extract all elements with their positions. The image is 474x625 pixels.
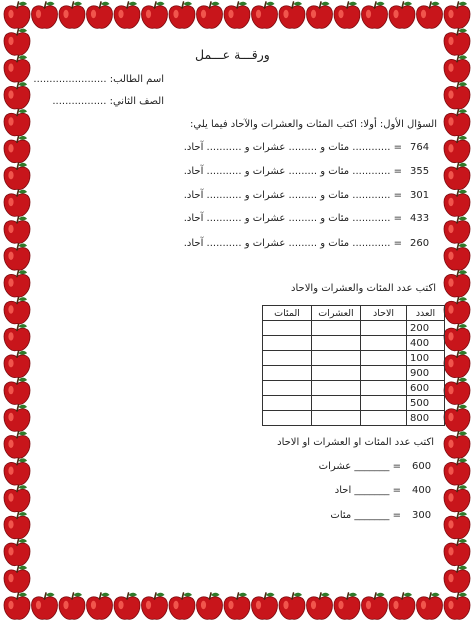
row-number: 900 — [407, 366, 445, 381]
apple-icon — [307, 593, 333, 620]
tens-cell[interactable] — [312, 366, 361, 381]
class-label: الصف الثاني: ................. — [52, 96, 164, 107]
apple-icon — [4, 593, 30, 620]
apple-icon — [444, 378, 470, 405]
apple-icon — [87, 593, 113, 620]
ones-cell[interactable] — [361, 366, 407, 381]
apple-icon — [4, 378, 30, 405]
table-row — [263, 336, 445, 351]
q3-item-text: = _______ عشرات — [318, 461, 401, 472]
q1-item-equation: = ............ مئات و ......... عشرات و ........... آحاد. — [183, 213, 402, 224]
hundreds-cell[interactable] — [263, 381, 312, 396]
q3-item-number: 300 — [412, 510, 432, 521]
tens-cell[interactable] — [312, 396, 361, 411]
hundreds-cell[interactable] — [263, 351, 312, 366]
apple-icon — [32, 593, 58, 620]
apple-icon — [444, 593, 470, 620]
apple-icon — [4, 512, 30, 539]
q1-item-equation: = ............ مئات و ......... عشرات و ........... آحاد. — [183, 190, 402, 201]
ones-cell[interactable] — [361, 411, 407, 426]
apple-icon — [114, 593, 140, 620]
ones-cell[interactable] — [361, 381, 407, 396]
apple-icon — [169, 593, 195, 620]
apple-icon — [4, 566, 30, 593]
header-number: العدد — [407, 306, 445, 321]
apple-icon — [444, 566, 470, 593]
apple-icon — [444, 243, 470, 270]
apple-icon — [142, 2, 168, 29]
apple-icon — [4, 539, 30, 566]
apple-icon — [4, 29, 30, 56]
hundreds-cell[interactable] — [263, 396, 312, 411]
table-row — [263, 381, 445, 396]
table-row — [263, 321, 445, 336]
apple-icon — [197, 593, 223, 620]
apple-icon — [4, 163, 30, 190]
apple-icon — [444, 82, 470, 109]
row-number: 800 — [407, 411, 445, 426]
hundreds-cell[interactable] — [263, 321, 312, 336]
apple-icon — [59, 2, 85, 29]
apple-icon — [4, 136, 30, 163]
apple-icon — [4, 270, 30, 297]
row-number: 600 — [407, 381, 445, 396]
apple-icon — [417, 2, 443, 29]
q3-item-number: 600 — [412, 461, 432, 472]
apple-icon — [444, 29, 470, 56]
student-name-label: اسم الطالب: ....................... — [33, 74, 164, 85]
apple-icon — [59, 593, 85, 620]
apple-icon — [4, 243, 30, 270]
apple-icon — [444, 136, 470, 163]
apple-icon — [444, 109, 470, 136]
worksheet-title: ورقـــة عـــمل — [195, 47, 270, 62]
table-row — [263, 411, 445, 426]
apple-icon — [444, 217, 470, 244]
apple-icon — [4, 109, 30, 136]
table-row — [263, 351, 445, 366]
q3-item-text: = _______ احاد — [334, 485, 401, 496]
apple-icon — [224, 593, 250, 620]
apple-icon — [197, 2, 223, 29]
table-instruction: اكتب عدد المئات والعشرات والاحاد — [291, 283, 436, 294]
apple-icon — [4, 351, 30, 378]
apple-icon — [444, 324, 470, 351]
apple-icon — [4, 431, 30, 458]
apple-icon — [362, 2, 388, 29]
q3-item-text: = _______ مئات — [330, 510, 401, 521]
apple-icon — [444, 431, 470, 458]
apple-icon — [444, 458, 470, 485]
tens-cell[interactable] — [312, 381, 361, 396]
header-ones: الاحاد — [361, 306, 407, 321]
apple-icon — [4, 217, 30, 244]
apple-icon — [114, 2, 140, 29]
apple-icon — [444, 190, 470, 217]
apple-icon — [444, 485, 470, 512]
apple-icon — [444, 2, 470, 29]
ones-cell[interactable] — [361, 336, 407, 351]
apple-icon — [169, 2, 195, 29]
apple-icon — [444, 351, 470, 378]
apple-icon — [279, 593, 305, 620]
apple-icon — [4, 485, 30, 512]
hundreds-cell[interactable] — [263, 366, 312, 381]
tens-cell[interactable] — [312, 351, 361, 366]
apple-icon — [279, 2, 305, 29]
header-tens: العشرات — [312, 306, 361, 321]
apple-icon — [4, 55, 30, 82]
apple-icon — [444, 55, 470, 82]
apple-icon — [362, 593, 388, 620]
tens-cell[interactable] — [312, 336, 361, 351]
apple-icon — [4, 2, 30, 29]
row-number: 400 — [407, 336, 445, 351]
question-3-instruction: اكتب عدد المئات او العشرات او الاحاد — [277, 437, 434, 448]
tens-cell[interactable] — [312, 411, 361, 426]
apple-icon — [4, 458, 30, 485]
apple-icon — [224, 2, 250, 29]
apple-icon — [307, 2, 333, 29]
apple-icon — [444, 405, 470, 432]
apple-icon — [4, 324, 30, 351]
apple-icon — [444, 163, 470, 190]
table-row — [263, 396, 445, 411]
apple-icon — [4, 405, 30, 432]
q1-item-number: 764 — [410, 142, 430, 153]
apple-icon — [444, 512, 470, 539]
apple-icon — [4, 297, 30, 324]
tens-cell[interactable] — [312, 321, 361, 336]
table-header-row — [263, 306, 445, 321]
apple-icon — [142, 593, 168, 620]
ones-cell[interactable] — [361, 396, 407, 411]
ones-cell[interactable] — [361, 321, 407, 336]
hundreds-cell[interactable] — [263, 411, 312, 426]
apple-icon — [334, 2, 360, 29]
q1-item-equation: = ............ مئات و ......... عشرات و ........... آحاد. — [183, 166, 402, 177]
row-number: 500 — [407, 396, 445, 411]
place-value-table — [262, 305, 445, 426]
question-1-heading: السؤال الأول: أولا: اكتب المئات والعشرات والآحاد فيما يلي: — [190, 119, 437, 130]
apple-icon — [417, 593, 443, 620]
q1-item-number: 433 — [410, 213, 430, 224]
table-row — [263, 366, 445, 381]
q1-item-number: 301 — [410, 190, 430, 201]
row-number: 200 — [407, 321, 445, 336]
apple-icon — [389, 593, 415, 620]
row-number: 100 — [407, 351, 445, 366]
apple-icon — [334, 593, 360, 620]
apple-icon — [444, 270, 470, 297]
apple-icon — [4, 82, 30, 109]
apple-icon — [32, 2, 58, 29]
header-hundreds: المئات — [263, 306, 312, 321]
apple-icon — [4, 190, 30, 217]
q1-item-equation: = ............ مئات و ......... عشرات و ........... آحاد. — [183, 142, 402, 153]
apple-icon — [389, 2, 415, 29]
apple-icon — [444, 297, 470, 324]
q3-item-number: 400 — [412, 485, 432, 496]
apple-icon — [252, 2, 278, 29]
q1-item-equation: = ............ مئات و ......... عشرات و ........... آحاد. — [183, 238, 402, 249]
apple-icon — [252, 593, 278, 620]
apple-icon — [444, 539, 470, 566]
q1-item-number: 260 — [410, 238, 430, 249]
apple-icon — [87, 2, 113, 29]
q1-item-number: 355 — [410, 166, 430, 177]
ones-cell[interactable] — [361, 351, 407, 366]
hundreds-cell[interactable] — [263, 336, 312, 351]
